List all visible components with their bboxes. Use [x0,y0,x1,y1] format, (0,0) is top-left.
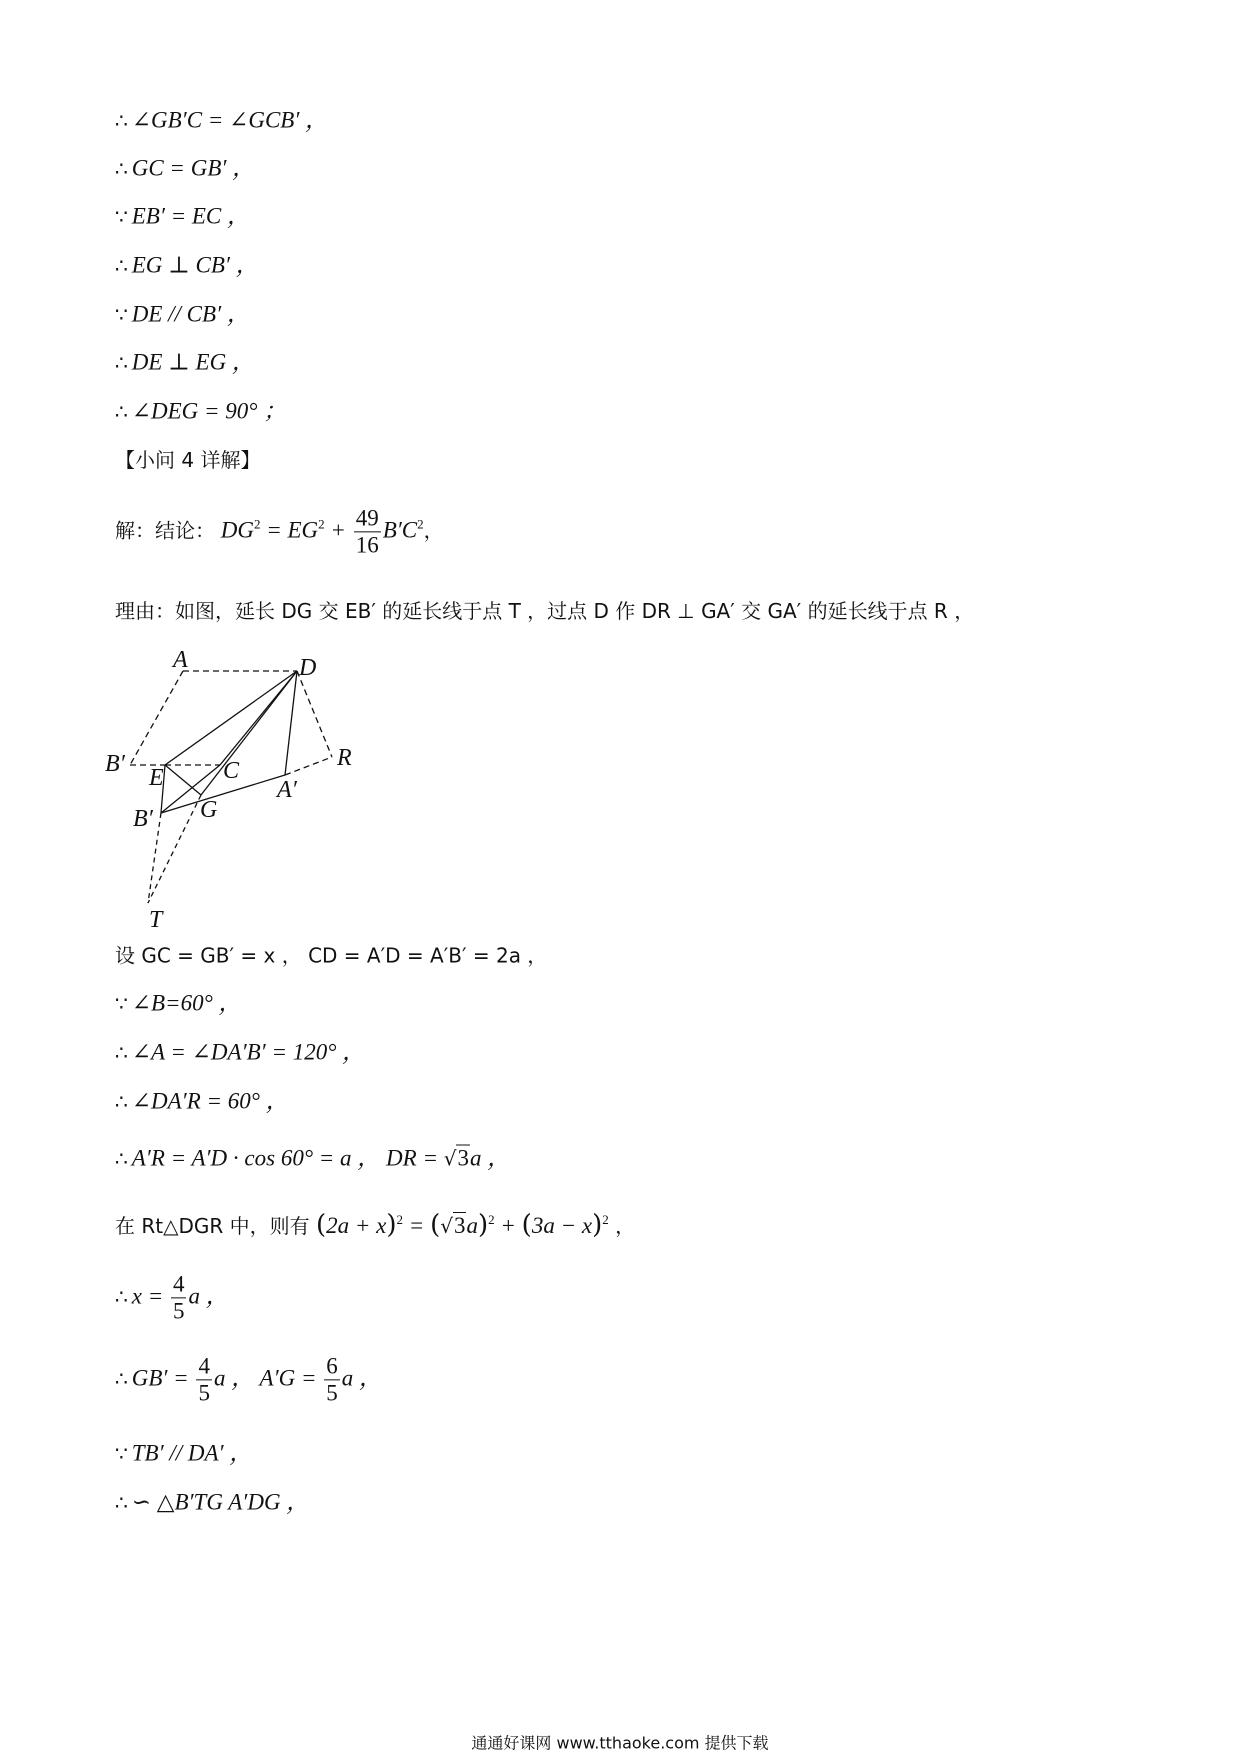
sim-text: ∽ △B′TG A′DG ， [131,1489,310,1515]
concl-eq: = EG [260,517,319,543]
sim-line [115,1491,309,1514]
proof-text-5: DE // CB′ ， [131,301,250,327]
proof-text-3: EB′ = EC ， [131,203,251,229]
proof-text-1: ∠GB′C = ∠GCB′ ， [131,107,329,133]
fraction-49-16 [354,506,381,557]
rt-term-a: 2a + x [326,1213,387,1238]
ar-line [115,1147,510,1170]
rt-term-b: a [466,1213,478,1238]
angle-a-text: ∠A = ∠DA′B′ = 120° ， [131,1039,366,1065]
dashed-ar [285,757,332,775]
fraction-denominator: 5 [326,1380,338,1406]
label-E: E [149,765,164,791]
ar-text: A′R = A′D · cos 60° = a ， DR = [131,1145,444,1171]
sqrt-symbol: √ [443,1146,457,1171]
fraction-numerator: 6 [324,1354,340,1380]
geometry-figure [105,645,375,935]
gb-tail: a ， [341,1365,382,1391]
reason-line: 理由：如图，延长 DG 交 EB′ 的延长线于点 T ，过点 D 作 DR ⊥ GA′ 交 GA′ 的延长线于点 R ， [115,599,975,623]
proof-line-7 [115,400,286,423]
fraction-numerator: 49 [354,506,381,532]
x-lhs: x = [131,1283,169,1309]
proof-line-1 [115,109,328,132]
because-symbol: ∵ [115,204,128,229]
proof-text-6: DE ⊥ EG ， [131,349,255,375]
gb-mid: a ， A′G = [213,1365,323,1391]
fraction-4-5 [171,1272,187,1323]
because-symbol: ∵ [115,302,128,327]
proof-line-6 [115,351,255,374]
tb-text: TB′ // DA′ ， [131,1440,253,1466]
because-symbol: ∵ [115,991,128,1016]
therefore-symbol: ∴ [115,253,128,278]
proof-text-2: GC = GB′ ， [131,155,256,181]
because-symbol: ∵ [115,1441,128,1466]
fraction-4-5 [196,1354,212,1405]
therefore-symbol: ∴ [115,1284,128,1309]
ar-tail: a ， [469,1145,511,1171]
fraction-denominator: 5 [172,1298,185,1324]
label-A-prime: A′ [277,777,297,803]
set-line [115,944,547,967]
therefore-symbol: ∴ [115,350,128,375]
conclusion-prefix: 解：结论： [115,518,215,543]
rt-term-c: 3a − x [531,1213,593,1238]
concl-rhs: B′C [382,517,418,543]
angle-b-text: ∠B=60° ， [131,990,242,1016]
rt-prefix: 在 Rt△DGR 中，则有 [115,1214,316,1238]
proof-line-3 [115,205,250,228]
angle-b-line [115,992,242,1015]
therefore-symbol: ∴ [115,1089,128,1114]
label-B-prime-2: B′ [133,806,153,832]
therefore-symbol: ∴ [115,1366,128,1391]
angle-dar-text: ∠DA′R = 60° ， [131,1088,289,1114]
section-heading: 【小问 4 详解】 [115,448,261,472]
angle-a-line [115,1041,365,1064]
page-footer: 通通好课网 www.tthaoke.com 提供下载 [471,1733,769,1753]
fraction-6-5 [324,1354,340,1405]
label-C: C [223,758,240,784]
label-D: D [299,655,317,681]
concl-plus: + [324,517,352,543]
proof-line-2 [115,157,255,180]
label-T: T [149,907,163,933]
fraction-denominator: 5 [198,1380,210,1406]
label-G: G [200,797,218,823]
proof-line-5 [115,303,250,326]
line-ad [285,671,297,775]
sqrt-symbol: √ [440,1214,453,1238]
fraction-numerator: 4 [196,1354,212,1380]
proof-text-4: EG ⊥ CB′ ， [131,252,259,278]
concl-tail: ， [423,518,444,543]
therefore-symbol: ∴ [115,108,128,133]
therefore-symbol: ∴ [115,399,128,424]
x-tail: a ， [188,1283,229,1309]
concl-lhs: DG [220,517,254,543]
sqrt-radicand: 3 [453,1213,466,1238]
fraction-numerator: 4 [171,1272,187,1298]
line-eg [165,765,201,795]
tb-line [115,1442,252,1465]
x-line [115,1272,229,1323]
label-B-prime: B′ [105,751,125,777]
dashed-ab [130,671,183,765]
label-A: A [173,647,188,673]
proof-line-4 [115,254,259,277]
therefore-symbol: ∴ [115,1146,128,1171]
fraction-denominator: 16 [355,532,379,558]
label-R: R [337,745,352,771]
proof-text-7: ∠DEG = 90° ； [131,398,287,424]
therefore-symbol: ∴ [115,1040,128,1065]
angle-dar-line [115,1090,289,1113]
set-text: 设 GC = GB′ = x ， CD = A′D = A′B′ = 2a ， [115,943,548,968]
rt-line: 在 Rt△DGR 中，则有 $(2a + x)^2 = (√3a)^2 + (3a - x)^2$ ， [115,1210,636,1240]
gb-line [115,1354,382,1405]
sqrt-radicand: 3 [457,1145,469,1171]
dashed-dr [297,671,332,757]
conclusion-line: 解：结论： $DG^2 = EG^2$ + $\frac{49}{16}$ $B'C^2$， [115,505,444,558]
therefore-symbol: ∴ [115,1490,128,1515]
gb-lhs: GB′ = [131,1365,195,1391]
therefore-symbol: ∴ [115,156,128,181]
